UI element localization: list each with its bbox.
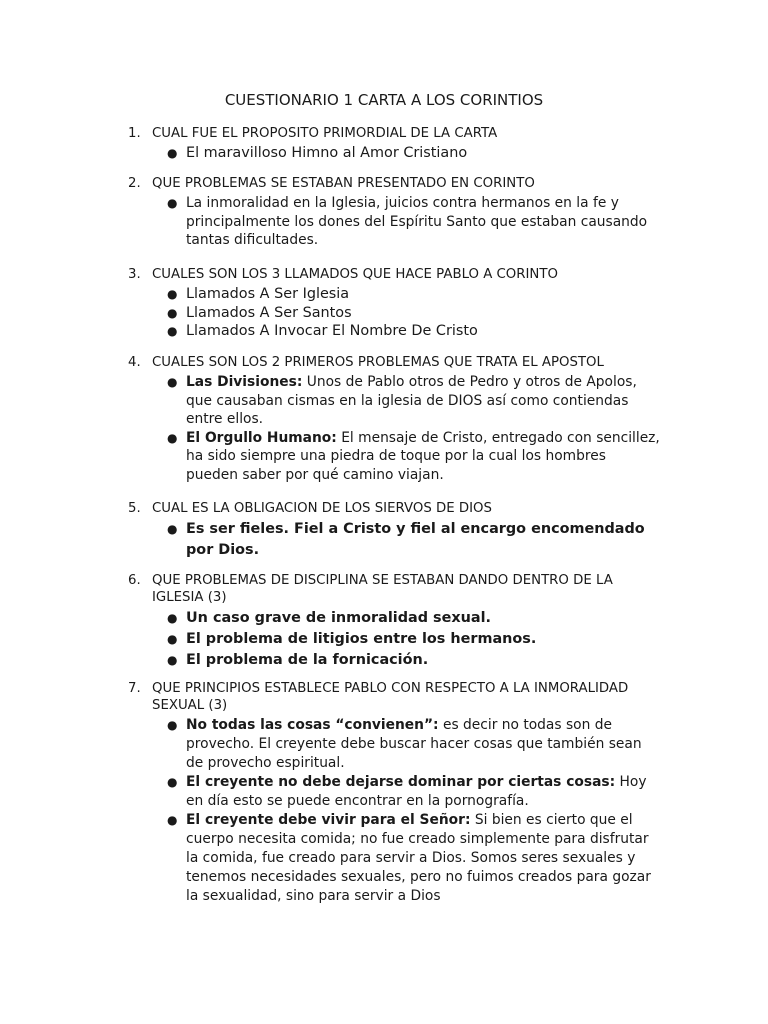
question-number: 5. <box>128 501 141 516</box>
question-text: CUALES SON LOS 2 PRIMEROS PROBLEMAS QUE TRATA EL APOSTOL <box>152 355 604 370</box>
answer-item: ● Un caso grave de inmoralidad sexual. <box>186 608 662 629</box>
bullet-icon: ● <box>167 611 178 625</box>
question-number: 4. <box>128 355 141 370</box>
question-text: CUAL FUE EL PROPOSITO PRIMORDIAL DE LA CARTA <box>152 126 498 141</box>
question-5 <box>0 500 768 561</box>
answer-item: ● Llamados A Ser Santos <box>167 304 352 321</box>
question-2 <box>0 175 768 250</box>
bullet-icon: ● <box>167 632 178 646</box>
answer-item: ● Las Divisiones: Unos de Pablo otros de Pedro y otros de Apolos, que causaban cismas en la iglesia de DIOS así como contiendas entre ellos. <box>167 374 637 428</box>
question-number: 7. <box>128 681 141 696</box>
bullet-icon: ● <box>167 305 178 320</box>
answer-item: ● Llamados A Ser Iglesia <box>167 286 350 302</box>
answer-list <box>0 373 768 485</box>
question-number: 2. <box>128 176 141 191</box>
bullet-icon: ● <box>167 287 178 301</box>
answer-item: ● El problema de la fornicación. <box>186 650 662 671</box>
bullet-icon: ● <box>167 196 178 210</box>
answer-list <box>0 144 768 163</box>
document-title: CUESTIONARIO 1 CARTA A LOS CORINTIOS <box>224 91 544 109</box>
bullet-icon: ● <box>167 522 178 536</box>
bullet-icon: ● <box>167 375 178 389</box>
bullet-icon: ● <box>167 146 178 160</box>
question-3 <box>0 266 768 341</box>
answer-item: ● Es ser fieles. Fiel a Cristo y fiel al encargo encomendado por Dios. <box>167 521 645 558</box>
question-number: 1. <box>128 126 141 141</box>
question-text: CUAL ES LA OBLIGACION DE LOS SIERVOS DE DIOS <box>152 501 492 516</box>
answer-item: ● La inmoralidad en la Iglesia, juicios contra hermanos en la fe y principalmente los dones del Espíritu Santo que estaban causando tantas dificultades. <box>167 195 648 249</box>
question-text: QUE PRINCIPIOS ESTABLECE PABLO CON RESPECTO A LA INMORALIDAD SEXUAL (3) <box>152 681 629 713</box>
question-number: 6. <box>128 573 141 588</box>
answer-item: ● El creyente no debe dejarse dominar por ciertas cosas: Hoy en día esto se puede encontrar en la pornografía. <box>167 774 647 809</box>
question-number: 3. <box>128 267 141 282</box>
answer-item: ● El maravilloso Himno al Amor Cristiano <box>167 145 468 161</box>
question-4 <box>0 354 768 485</box>
question-6 <box>0 572 768 671</box>
bullet-icon: ● <box>167 775 178 789</box>
answer-item: ● El creyente debe vivir para el Señor: Si bien es cierto que el cuerpo necesita comida; no fue creado simplemente para disfrutar la comida, fue creado para servir a Dios. Somos seres sexuales y tenemos necesidades sexuales, pero no fuimos creados para gozar la sexualidad, sino para servir a Dios <box>167 812 651 904</box>
question-7 <box>0 680 768 906</box>
answer-list <box>0 285 768 341</box>
bullet-icon: ● <box>167 653 178 667</box>
answer-item: ● El Orgullo Humano: El mensaje de Cristo, entregado con sencillez, ha sido siempre una piedra de toque por la cual los hombres pueden saber por qué camino viajan. <box>167 429 660 483</box>
bullet-icon: ● <box>167 324 178 339</box>
answer-list <box>0 519 768 561</box>
bullet-icon: ● <box>167 718 178 732</box>
answer-item: ● Llamados A Invocar El Nombre De Cristo <box>167 323 478 340</box>
answer-list <box>0 608 768 671</box>
question-1 <box>0 125 768 163</box>
answer-item: ● No todas las cosas “convienen”: es decir no todas son de provecho. El creyente debe buscar hacer cosas que también sean de provecho espiritual. <box>167 717 642 771</box>
answer-item: ● El problema de litigios entre los hermanos. <box>186 629 662 650</box>
question-text: QUE PROBLEMAS DE DISCIPLINA SE ESTABAN DANDO DENTRO DE LA IGLESIA (3) <box>152 573 613 605</box>
question-text: CUALES SON LOS 3 LLAMADOS QUE HACE PABLO A CORINTO <box>152 267 558 282</box>
bullet-icon: ● <box>167 430 178 445</box>
answer-list <box>0 716 768 906</box>
answer-list <box>0 194 768 250</box>
question-text: QUE PROBLEMAS SE ESTABAN PRESENTADO EN CORINTO <box>152 176 535 191</box>
bullet-icon: ● <box>167 813 178 827</box>
